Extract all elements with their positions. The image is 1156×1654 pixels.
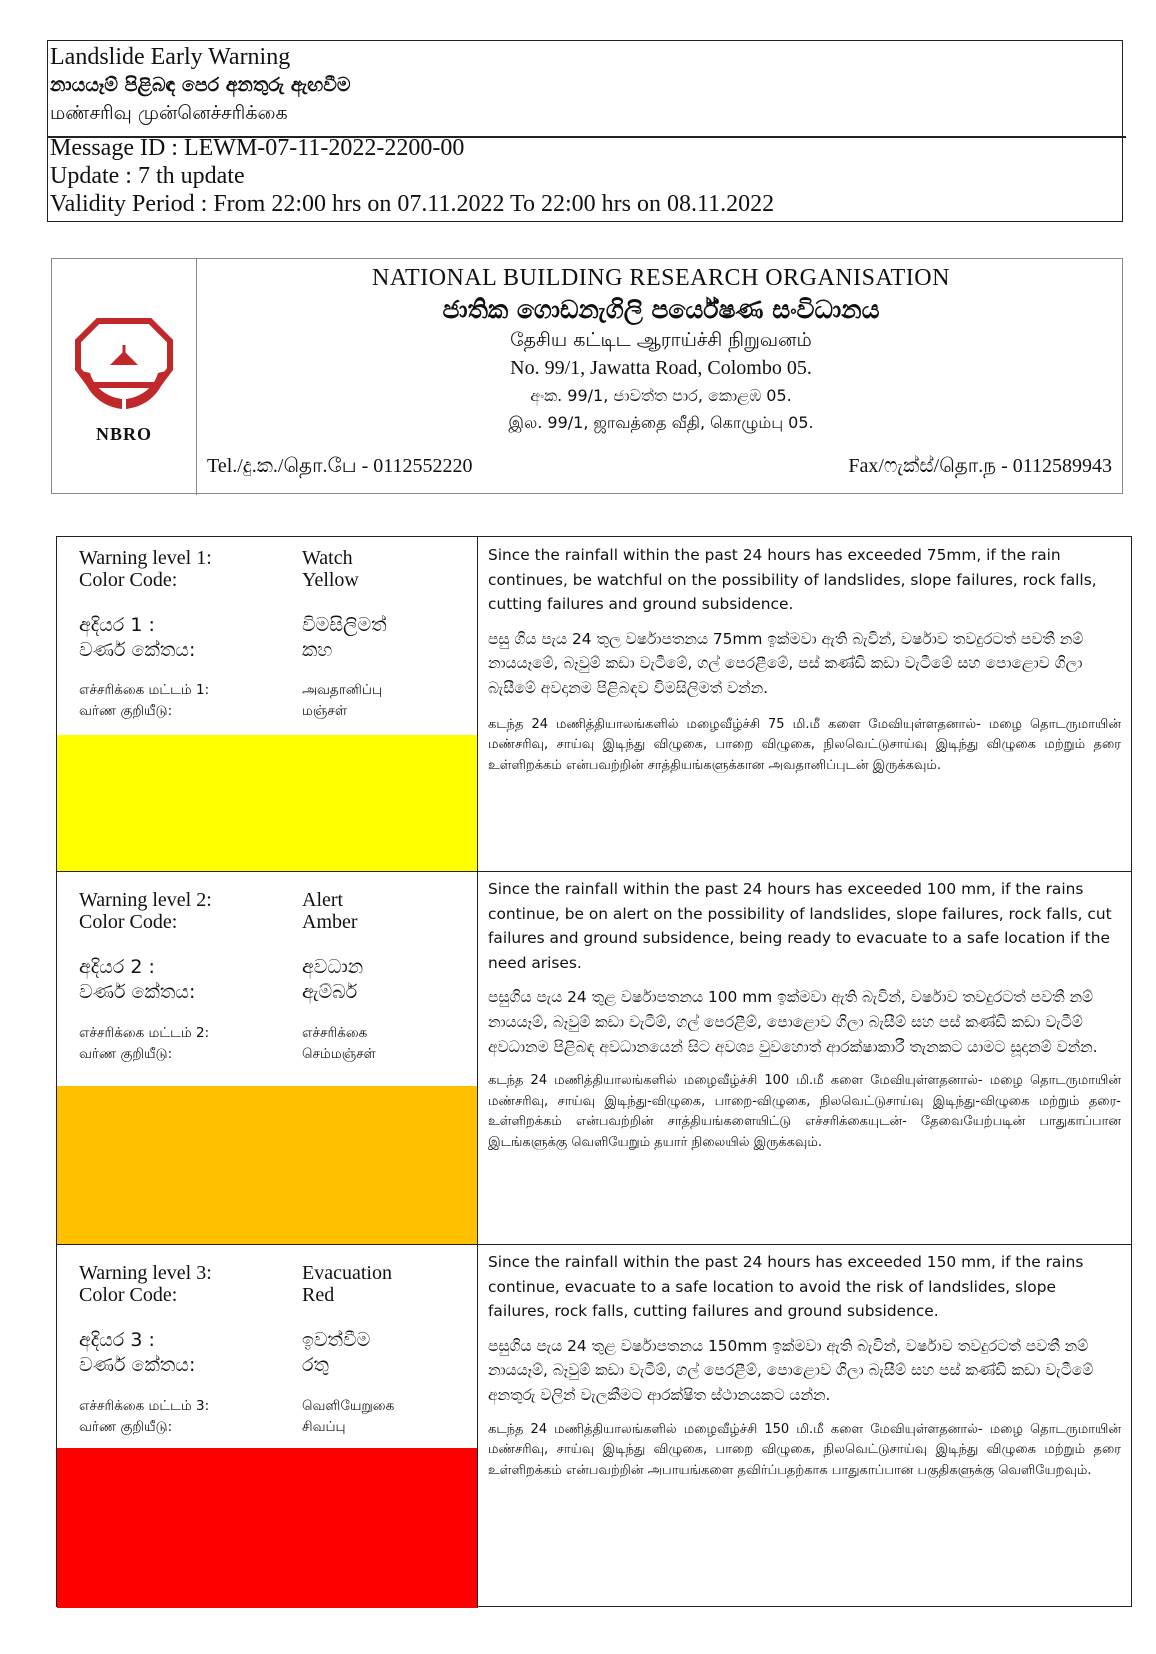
- level-label-si: අදියර 1 :: [79, 614, 155, 636]
- nbro-logo: [52, 259, 197, 495]
- level-label-en: Warning level 2:: [79, 889, 212, 911]
- level-value-en: Evacuation: [302, 1262, 392, 1284]
- color-code-label-en: Color Code:: [79, 911, 178, 933]
- update-number: Update : 7 th update: [50, 163, 245, 189]
- color-value-en: Yellow: [302, 569, 359, 591]
- title-section: [48, 41, 1126, 138]
- color-value-si: කහ: [302, 639, 333, 661]
- color-code-label-si: වර්ණ කේතය:: [79, 1354, 196, 1376]
- color-value-si: ඇම්බර්: [302, 981, 358, 1003]
- level-label-ta: எச்சரிக்கை மட்டம் 1:: [79, 682, 210, 698]
- description-ta: கடந்த 24 மணித்தியாலங்களில் மழைவீழ்ச்சி 75 மி.மீ களை மேவியுள்ளதனால்- மழை தொடருமாயின் மண்சரிவு, சாய்வு இடிந்து விழுகை, பாறை விழுகை, நிலவெட்டுசாய்வு இடிந்து விழுகை மற்றும் தரை உள்ளிறக்கம் என்பவற்றின் சாத்தியங்களுக்கான அவதானிப்புடன் இருக்கவும்.: [488, 716, 1121, 773]
- description-si: පසුගිය පැය 24 තුළ වර්ෂාපතනය 150mm ඉක්මවා ඇති බැවින්, වර්ෂාව තවදුරටත් පවතී නම් නායයෑම්, බෑවුම් කඩා වැටීම්, ගල් පෙරළීම්, පොළොව ගිලා බැසීම් සහ පස් කණ්ඩි කඩා වැටීමේ අනතුරු වලින් වැලකීමට ආරක්ෂිත ස්ථානයකට යන්න.: [488, 1336, 1094, 1404]
- level-description: [478, 537, 1131, 871]
- color-code-label-ta: வர்ண குறியீடு:: [79, 703, 173, 719]
- color-value-ta: மஞ்சள்: [302, 703, 348, 719]
- description-en: Since the rainfall within the past 24 hours has exceeded 100 mm, if the rains continue, be on alert on the possibility of landslides, slope failures, rock falls, cut failures and ground subsidence, being ready to evacuate to a safe location if the need arises.: [488, 880, 1112, 972]
- org-address-si: අංක. 99/1, ජාවත්ත පාර, කොළඹ 05.: [530, 386, 792, 405]
- level-value-en: Alert: [302, 889, 344, 911]
- level-value-ta: வெளியேறுகை: [302, 1398, 395, 1414]
- level-label-si: අදියර 3 :: [79, 1329, 155, 1351]
- description-en: Since the rainfall within the past 24 hours has exceeded 150 mm, if the rains continue, evacuate to a safe location to avoid the risk of landslides, slope failures, rock falls, cutting failures and ground subsidence.: [488, 1253, 1084, 1321]
- description-en: Since the rainfall within the past 24 hours has exceeded 75mm, if the rain continues, be watchful on the possibility of landslides, slope failures, rock falls, cutting failures and ground subsidence.: [488, 546, 1097, 614]
- level-labels: [57, 1244, 477, 1449]
- color-code-label-si: වර්ණ කේතය:: [79, 639, 196, 661]
- warning-level-row: [57, 537, 1131, 872]
- org-address-en: No. 99/1, Jawatta Road, Colombo 05.: [510, 357, 812, 379]
- org-name-ta: தேசிய கட்டிட ஆராய்ச்சி நிறுவனம்: [510, 329, 812, 351]
- description-si: පසු ගිය පැය 24 තුල වර්ෂාපතනය 75mm ඉක්මවා ඇති බැවින්, වර්ෂාව තවදුරටත් පවතී නම් නායයෑමේ, බෑවුම් කඩා වැටීමේ, ගල් පෙරළීමේ, පස් කණ්ඩි කඩා වැටීමේ සහ පොළොව ගිලා බැසීමේ අවදානම පිළිබඳව විමසිලිමත් වන්න.: [488, 629, 1084, 697]
- level-labels: [57, 871, 477, 1087]
- title-ta: மண்சரிவு முன்னெச்சரிக்கை: [50, 102, 288, 124]
- color-value-ta: செம்மஞ்சள்: [302, 1046, 376, 1062]
- org-telephone: Tel./දු.ක./தொ.பே - 0112552220: [207, 455, 473, 477]
- color-swatch-amber: [57, 1086, 477, 1244]
- level-value-si: අවධාන: [302, 956, 364, 978]
- message-id: Message ID : LEWM-07-11-2022-2200-00: [50, 135, 465, 161]
- color-value-ta: சிவப்பு: [302, 1419, 346, 1435]
- org-fax: Fax/ෆැක්ස්/தொ.ந - 0112589943: [848, 455, 1112, 477]
- level-label-ta: எச்சரிக்கை மட்டம் 2:: [79, 1025, 210, 1041]
- color-code-label-ta: வர்ண குறியீடு:: [79, 1419, 173, 1435]
- warning-level-row: [57, 1244, 1131, 1608]
- validity-period: Validity Period : From 22:00 hrs on 07.11.2022 To 22:00 hrs on 08.11.2022: [50, 191, 775, 217]
- level-label-si: අදියර 2 :: [79, 956, 155, 978]
- color-value-en: Red: [302, 1284, 335, 1306]
- color-value-si: රතු: [302, 1354, 329, 1376]
- level-value-ta: எச்சரிக்கை: [302, 1025, 368, 1041]
- warning-header-box: [47, 40, 1123, 222]
- logo-caption: NBRO: [95, 424, 152, 444]
- org-name-en: NATIONAL BUILDING RESEARCH ORGANISATION: [372, 265, 950, 291]
- color-code-label-si: වර්ණ කේතය:: [79, 981, 196, 1003]
- description-ta: கடந்த 24 மணித்தியாலங்களில் மழைவீழ்ச்சி 150 மி.மீ களை மேவியுள்ளதனால்- மழை தொடருமாயின் மண்சரிவு, சாய்வு இடிந்து விழுகை, பாறை விழுகை, நிலவெட்டுசாய்வு இடிந்து விழுகை மற்றும் தரை உள்ளிறக்கம் என்பவற்றின் அபாயங்களை தவிர்ப்பதற்காக பாதுகாப்பான பகுதிகளுக்கு வெளியேறவும்.: [488, 1421, 1121, 1478]
- level-value-si: ඉවත්වීම: [302, 1329, 371, 1351]
- level-labels: [57, 537, 477, 736]
- message-meta-section: [48, 132, 1126, 227]
- color-value-en: Amber: [302, 911, 358, 933]
- level-info-column: [57, 537, 478, 871]
- warning-level-row: [57, 871, 1131, 1245]
- level-info-column: [57, 1244, 478, 1608]
- level-description: [478, 1244, 1131, 1608]
- color-swatch-red: [57, 1448, 477, 1608]
- description-ta: கடந்த 24 மணித்தியாலங்களில் மழைவீழ்ச்சி 100 மி.மீ களை மேவியுள்ளதனால்- மழை தொடருமாயின் மண்சரிவு, சாய்வு இடிந்து-விழுகை, பாறை-விழுகை, நிலவெட்டுசாய்வு இடிந்து-விழுகை மற்றும் தரை-உள்ளிறக்கம் என்பவற்றின் சாத்தியங்களையிட்டு எச்சரிக்கையுடன்- தேவையேற்படின் பாதுகாப்பான இடங்களுக்கு வெளியேறும் தயார் நிலையில் இருக்கவும்.: [488, 1073, 1121, 1150]
- level-info-column: [57, 871, 478, 1244]
- color-swatch-yellow: [57, 735, 477, 871]
- color-code-label-ta: வர்ண குறியீடு:: [79, 1046, 173, 1062]
- organisation-box: [51, 258, 1123, 494]
- level-label-en: Warning level 1:: [79, 547, 212, 569]
- warning-levels-table: [56, 536, 1132, 1607]
- level-value-en: Watch: [302, 547, 353, 569]
- color-code-label-en: Color Code:: [79, 1284, 178, 1306]
- org-name-si: ජාතික ගොඩනැගිලි පර්යේෂණ සංවිධානය: [442, 295, 880, 324]
- level-description: [478, 871, 1131, 1244]
- title-si: නායයෑම් පිළිබඳ පෙර අනතුරු ඇඟවීම: [50, 74, 351, 96]
- level-label-en: Warning level 3:: [79, 1262, 212, 1284]
- title-en: Landslide Early Warning: [50, 44, 291, 70]
- level-label-ta: எச்சரிக்கை மட்டம் 3:: [79, 1398, 210, 1414]
- level-value-ta: அவதானிப்பு: [302, 682, 383, 698]
- level-value-si: විමසිලිමත්: [302, 614, 387, 636]
- color-code-label-en: Color Code:: [79, 569, 178, 591]
- org-address-ta: இல. 99/1, ஜாவத்தை வீதி, கொழும்பு 05.: [508, 413, 814, 432]
- description-si: පසුගිය පැය 24 තුළ වර්ෂාපතනය 100 mm ඉක්මවා ඇති බැවින්, වර්ෂාව තවදුරටත් පවතී නම් නායයෑම්, බෑවුම් කඩා වැටීම්, ගල් පෙරළීම්, පොළොව ගිලා බැසීම් සහ පස් කණ්ඩි කඩා වැටීම් අවධානම පිළිබඳ අවධානයෙන් සිට අවශ්‍ය වුවහොත් ආරක්ෂාකාරී තැනකට යාමට සූදානම් වන්න.: [488, 988, 1098, 1056]
